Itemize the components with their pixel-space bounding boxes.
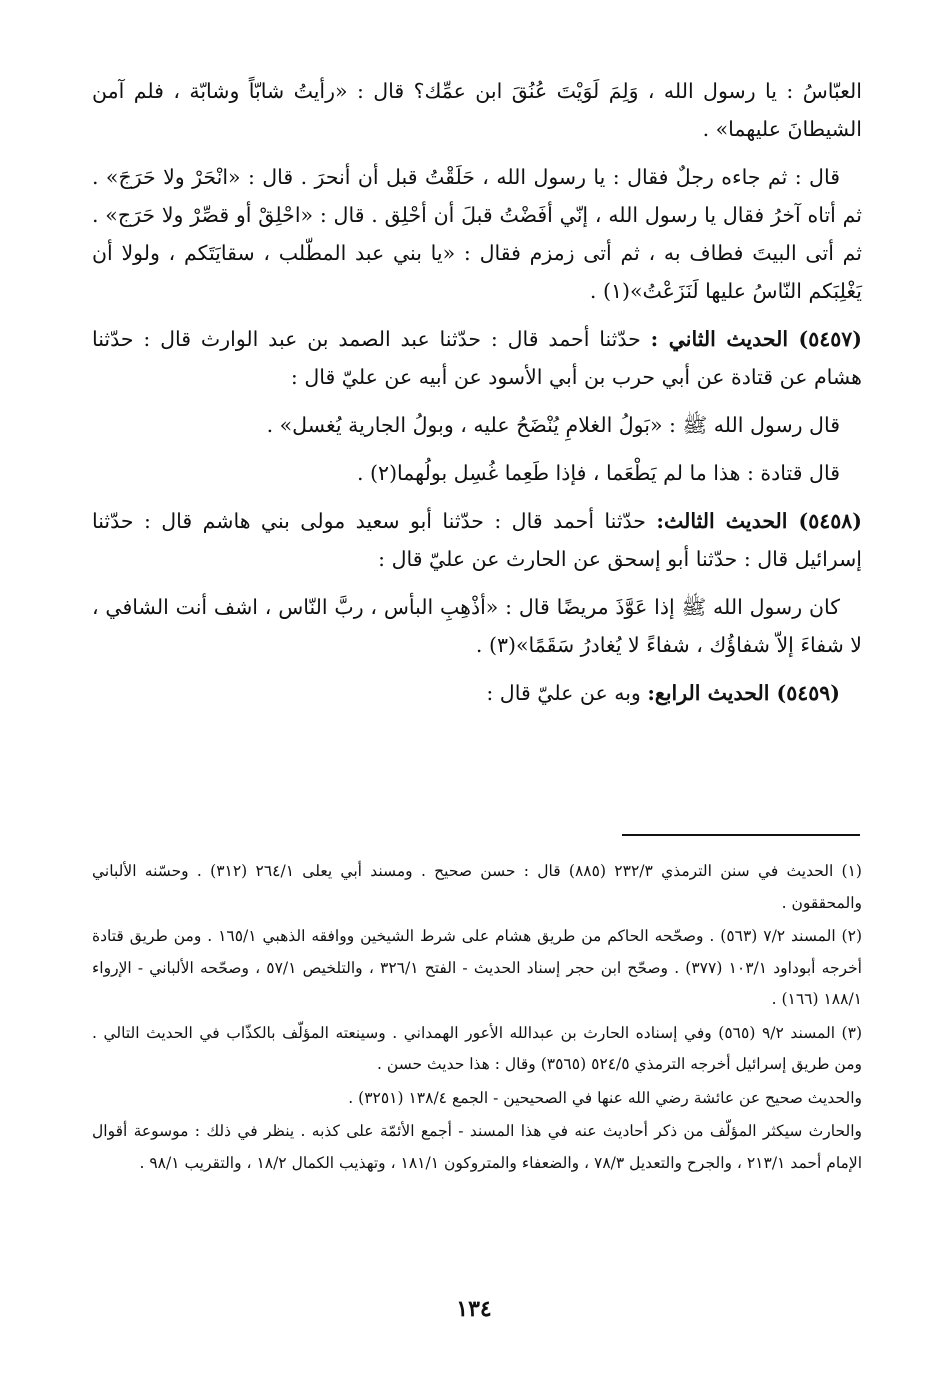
paragraph-4-text: قال رسول الله ﷺ : «بَولُ الغلامِ يُنْضَحُ عليه ، وبولُ الجارية يُغسل» .: [266, 413, 840, 437]
footnote-3-continuation-2: والحارث سيكثر المؤلّف من ذكر أحاديث عنه في هذا المسند - أجمع الأئمّة على كذبه . ينظر في ذلك : موسوعة أقوال الإمام أحمد ٢١٣/١ ، والجرح والتعديل ٧٨/٣ ، والضعفاء والمتروكون ١٨١/١ ، وتهذيب الكمال ١٨/٢ ، والتقريب ٩٨/١ .: [92, 1122, 862, 1172]
paragraph-1: [92, 72, 862, 148]
footnote-3-continuation: والحديث صحيح عن عائشة رضي الله عنها في الصحيحين - الجمع ١٣٨/٤ (٣٢٥١) .: [348, 1088, 862, 1107]
footnotes: [92, 856, 862, 1181]
hadith-5458-heading: (٥٤٥٨) الحديث الثالث:: [656, 509, 862, 533]
hadith-5459-text: وبه عن عليّ قال :: [486, 681, 641, 705]
main-text: [92, 72, 862, 722]
paragraph-1-text: العبّاسُ : يا رسول الله ، وَلِمَ لَوَيْتَ عُنُقَ ابن عمِّك؟ قال : «رأيتُ شابّاً وشابّة ، فلم آمن الشيطانَ عليهما» .: [92, 79, 862, 141]
hadith-5459-heading: (٥٤٥٩) الحديث الرابع:: [647, 681, 840, 705]
paragraph-5: [92, 454, 862, 492]
paragraph-4: [92, 406, 862, 444]
paragraph-2-text: قال : ثم جاءه رجلٌ فقال : يا رسول الله ، حَلَقْتُ قبل أن أنحرَ . قال : «انْحَرْ ولا حَرَجَ» . ثم أتاه آخرُ فقال يا رسول الله ، إنّي أفَضْتُ قبلَ أن أحْلِق . قال : «احْلِقْ أو قصِّرْ ولا حَرَج» . ثم أتى البيتَ فطاف به ، ثم أتى زمزم فقال : «يا بني عبد المطّلب ، سقايَتَكم ، ولولا أن يَغْلِبَكم النّاسُ عليها لَنَزَعْتُ»(١) .: [92, 165, 862, 303]
paragraph-7-text: كان رسول الله ﷺ إذا عَوَّذَ مريضًا قال : «أذْهِبِ البأس ، ربَّ النّاس ، اشف أنت الشافي ، لا شفاءَ إلاّ شفاؤُك ، شفاءً لا يُغادرُ سَقَمًا»(٣) .: [92, 595, 862, 657]
paragraph-2: [92, 158, 862, 310]
page-number: ١٣٤: [456, 1296, 492, 1322]
hadith-5457-text: حدّثنا أحمد قال : حدّثنا عبد الصمد بن عبد الوارث قال : حدّثنا هشام عن قتادة عن أبي حرب بن أبي الأسود عن أبيه عن عليّ قال :: [92, 327, 862, 389]
footnote-3: (٣) المسند ٩/٢ (٥٦٥) وفي إسناده الحارث بن عبدالله الأعور الهمداني . وسينعته المؤلّف بالكذّاب في الحديث التالي . ومن طريق إسرائيل أخرجه الترمذي ٥٢٤/٥ (٣٥٦٥) وقال : هذا حديث حسن .: [92, 1023, 862, 1073]
hadith-5458: [92, 502, 862, 578]
hadith-5457-heading: (٥٤٥٧) الحديث الثاني :: [650, 327, 862, 351]
paragraph-5-text: قال قتادة : هذا ما لم يَطْعَما ، فإذا طَعِما غُسِل بولُهما(٢) .: [357, 461, 840, 485]
hadith-5457: [92, 320, 862, 396]
footnote-1: (١) الحديث في سنن الترمذي ٢٣٢/٣ (٨٨٥) قال : حسن صحيح . ومسند أبي يعلى ٢٦٤/١ (٣١٢) . وحسّنه الألباني والمحققون .: [92, 862, 862, 912]
paragraph-7: [92, 588, 862, 664]
hadith-5458-text: حدّثنا أحمد قال : حدّثنا أبو سعيد مولى بني هاشم قال : حدّثنا إسرائيل قال : حدّثنا أبو إسحق عن الحارث عن عليّ قال :: [92, 509, 862, 571]
footnote-2: (٢) المسند ٧/٢ (٥٦٣) . وصحّحه الحاكم من طريق هشام على شرط الشيخين ووافقه الذهبي ١٦٥/١ . ومن طريق قتادة أخرجه أبوداود ١٠٣/١ (٣٧٧) . وصحّح ابن حجر إسناد الحديث - الفتح ٣٢٦/١ ، والتلخيص ٥٧/١ ، وصحّحه الألباني - الإرواء ١٨٨/١ (١٦٦) .: [92, 927, 862, 1008]
hadith-5459: [92, 674, 862, 712]
footnote-divider: [622, 834, 860, 836]
